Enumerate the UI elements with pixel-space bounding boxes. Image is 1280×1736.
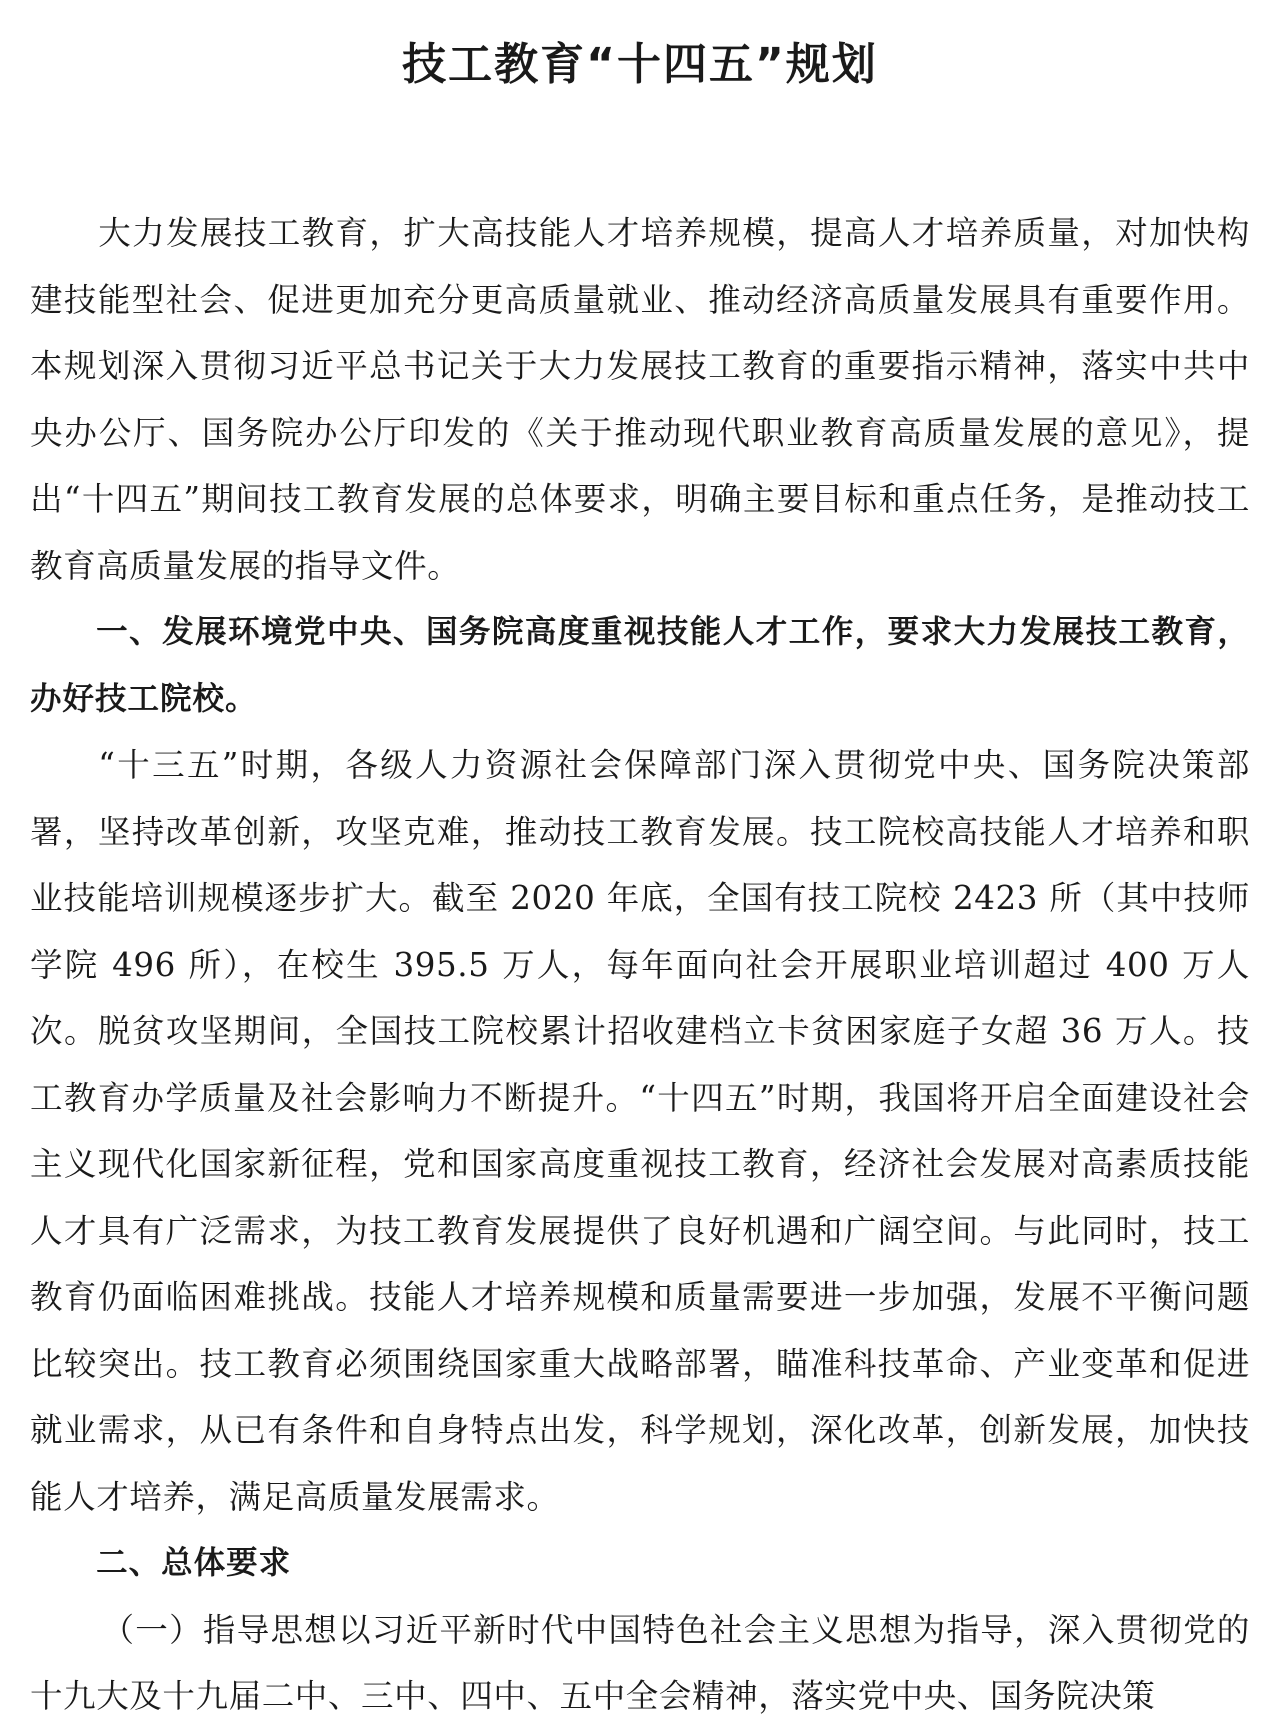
section-heading-development-environment: 一、发展环境党中央、国务院高度重视技能人才工作，要求大力发展技工教育，办好技工院校。 xyxy=(30,614,1250,717)
section-heading-general-requirements: 二、总体要求 xyxy=(96,1545,292,1581)
document-title: 技工教育“十四五”规划 xyxy=(402,39,878,90)
document-body xyxy=(30,200,1250,1730)
section-paragraph-guiding-ideology: （一）指导思想以习近平新时代中国特色社会主义思想为指导，深入贯彻党的十九大及十九届二中、三中、四中、五中全会精神，落实党中央、国务院决策 xyxy=(30,1610,1250,1715)
section-paragraph-development-environment: “十三五”时期，各级人力资源社会保障部门深入贯彻党中央、国务院决策部署，坚持改革创新，攻坚克难，推动技工教育发展。技工院校高技能人才培养和职业技能培训规模逐步扩大。截至 2020 年底，全国有技工院校 2423 所（其中技师学院 496 所），在校生 395.5 万人，每年面向社会开展职业培训超过 400 万人次。脱贫攻坚期间，全国技工院校累计招收建档立卡贫困家庭子女超 36 万人。技工教育办学质量及社会影响力不断提升。“十四五”时期，我国将开启全面建设社会主义现代化国家新征程，党和国家高度重视技工教育，经济社会发展对高素质技能人才具有广泛需求，为技工教育发展提供了良好机遇和广阔空间。与此同时，技工教育仍面临困难挑战。技能人才培养规模和质量需要进一步加强，发展不平衡问题比较突出。技工教育必须围绕国家重大战略部署，瞄准科技革命、产业变革和促进就业需求，从已有条件和自身特点出发，科学规划，深化改革，创新发展，加快技能人才培养，满足高质量发展需求。 xyxy=(30,746,1250,1516)
intro-paragraph: 大力发展技工教育，扩大高技能人才培养规模，提高人才培养质量，对加快构建技能型社会、促进更加充分更高质量就业、推动经济高质量发展具有重要作用。本规划深入贯彻习近平总书记关于大力发展技工教育的重要指示精神，落实中共中央办公厅、国务院办公厅印发的《关于推动现代职业教育高质量发展的意见》，提出“十四五”期间技工教育发展的总体要求，明确主要目标和重点任务，是推动技工教育高质量发展的指导文件。 xyxy=(30,214,1250,585)
